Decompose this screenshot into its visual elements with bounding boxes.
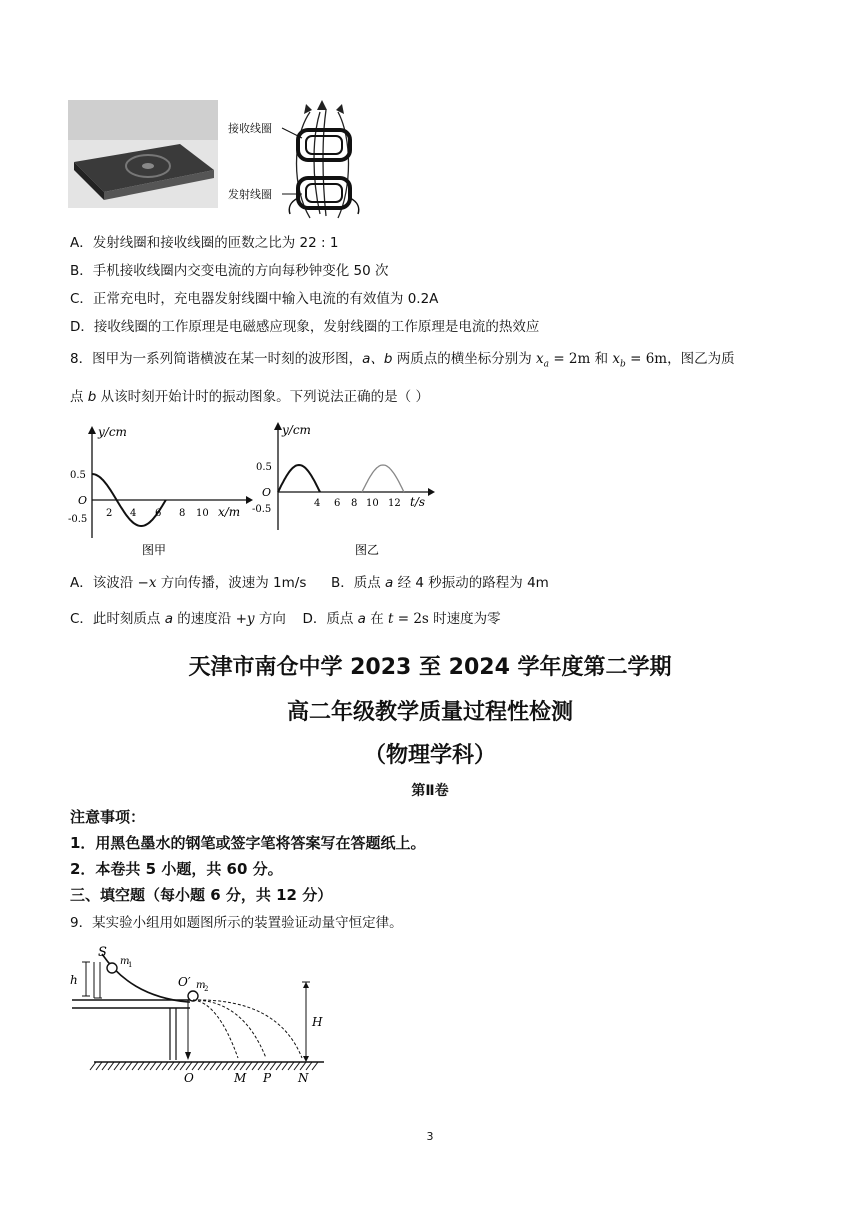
hatch-line <box>132 1062 138 1070</box>
yi-xtick-4: 4 <box>314 498 321 509</box>
hatch-line <box>138 1062 144 1070</box>
yi-ylabel: y/cm <box>282 423 311 437</box>
exam-title-subject: （物理学科） <box>363 743 496 768</box>
yi-xtick-6: 6 <box>334 498 341 509</box>
q9-stem: 9．某实验小组用如题图所示的装置验证动量守恒定律。 <box>70 915 403 931</box>
yi-ytick-origin: O <box>262 486 272 499</box>
hatch-line <box>228 1062 234 1070</box>
transmit-coil-label: 发射线圈 <box>228 188 272 201</box>
label-H: H <box>312 1015 323 1029</box>
coil-diagram <box>222 98 372 226</box>
yi-xlabel: t/s <box>410 495 426 509</box>
q7-option-a: A．发射线圈和接收线圈的匝数之比为 22 : 1 <box>70 235 339 251</box>
hatch-line <box>312 1062 318 1070</box>
hatch-line <box>276 1062 282 1070</box>
jia-xtick-4: 4 <box>130 508 137 519</box>
yi-curve-faint <box>362 465 404 492</box>
hatch-line <box>264 1062 270 1070</box>
hatch-line <box>204 1062 210 1070</box>
jia-ylabel: y/cm <box>98 425 127 439</box>
volume-label: 第Ⅱ卷 <box>411 783 449 799</box>
hatch-line <box>174 1062 180 1070</box>
yi-ytick-neg: -0.5 <box>252 504 272 515</box>
charger-photo <box>68 100 218 208</box>
hatch-line <box>258 1062 264 1070</box>
hatch-line <box>270 1062 276 1070</box>
hatch-line <box>216 1062 222 1070</box>
label-m2-sub: 2 <box>204 985 209 993</box>
notice-item-2: 2．本卷共 5 小题，共 60 分。 <box>70 860 283 878</box>
label-Oprime: O′ <box>178 975 191 989</box>
hatch-line <box>192 1062 198 1070</box>
hatch-line <box>120 1062 126 1070</box>
hatch-line <box>90 1062 96 1070</box>
label-P: P <box>263 1071 272 1085</box>
yi-caption: 图乙 <box>355 543 380 557</box>
section-three-heading: 三、填空题（每小题 6 分，共 12 分） <box>70 886 333 904</box>
label-m1: m <box>120 956 130 967</box>
jia-ytick-pos: 0.5 <box>70 470 86 481</box>
notice-item-1: 1．用黑色墨水的钢笔或签字笔将答案写在答题纸上。 <box>70 834 426 852</box>
q8-options-row1: A．该波沿 −x 方向传播，波速为 1m/s B．质点 a 经 4 秒振动的路程为 4m <box>70 575 549 591</box>
jia-xtick-6: 6 <box>155 508 162 519</box>
page-number: 3 <box>426 1130 434 1143</box>
label-m2: m <box>196 980 206 991</box>
hatch-line <box>306 1062 312 1070</box>
hatch-line <box>186 1062 192 1070</box>
hatch-line <box>168 1062 174 1070</box>
label-m1-sub: 1 <box>128 961 133 969</box>
jia-xlabel: x/m <box>218 505 241 519</box>
label-M: M <box>234 1071 247 1085</box>
label-S: S <box>98 945 107 960</box>
hatch-line <box>240 1062 246 1070</box>
hatch-line <box>246 1062 252 1070</box>
hatch-line <box>222 1062 228 1070</box>
yi-xtick-10: 10 <box>366 498 379 509</box>
yi-ytick-pos: 0.5 <box>256 462 272 473</box>
momentum-apparatus-diagram <box>68 940 338 1085</box>
hatch-line <box>102 1062 108 1070</box>
hatch-line <box>144 1062 150 1070</box>
yi-curve-solid <box>278 465 320 492</box>
label-N: N <box>298 1071 309 1085</box>
q7-option-b: B．手机接收线圈内交变电流的方向每秒钟变化 50 次 <box>70 263 389 279</box>
exam-title-grade: 高二年级教学质量过程性检测 <box>286 700 573 725</box>
hatch-line <box>126 1062 132 1070</box>
hatch-line <box>252 1062 258 1070</box>
notice-title: 注意事项： <box>70 808 146 826</box>
yi-xtick-12: 12 <box>388 498 401 509</box>
hatch-line <box>180 1062 186 1070</box>
jia-xtick-2: 2 <box>106 508 113 519</box>
hatch-line <box>300 1062 306 1070</box>
q7-option-d: D．接收线圈的工作原理是电磁感应现象，发射线圈的工作原理是电流的热效应 <box>70 319 540 335</box>
hatch-line <box>162 1062 168 1070</box>
vibration-chart-yi <box>250 420 440 560</box>
receive-coil-label: 接收线圈 <box>228 122 272 135</box>
hatch-line <box>114 1062 120 1070</box>
q8-options-row2: C．此时刻质点 a 的速度沿 +y 方向 D．质点 a 在 t = 2s 时速度为零 <box>70 611 501 627</box>
hatch-line <box>96 1062 102 1070</box>
hatch-line <box>294 1062 300 1070</box>
hatch-line <box>108 1062 114 1070</box>
q8-stem-line1: 8．图甲为一系列简谐横波在某一时刻的波形图，a、b 两质点的横坐标分别为 $x_a = 2m$ 和 $x_b = 6m$，图乙为质 <box>70 351 735 370</box>
jia-ytick-neg: -0.5 <box>68 514 88 525</box>
wave-chart-jia <box>68 420 253 560</box>
hatch-line <box>282 1062 288 1070</box>
q7-option-c: C．正常充电时，充电器发射线圈中输入电流的有效值为 0.2A <box>70 291 439 307</box>
hatch-line <box>288 1062 294 1070</box>
jia-xtick-8: 8 <box>179 508 186 519</box>
hatch-line <box>234 1062 240 1070</box>
jia-xtick-10: 10 <box>196 508 209 519</box>
jia-ytick-origin: O <box>78 494 88 507</box>
hatch-line <box>198 1062 204 1070</box>
exam-title-school: 天津市南仓中学 2023 至 2024 学年度第二学期 <box>188 655 672 680</box>
label-O: O <box>184 1071 194 1085</box>
hatch-line <box>156 1062 162 1070</box>
ground-hatching <box>90 1062 318 1070</box>
yi-xtick-8: 8 <box>351 498 358 509</box>
label-h: h <box>70 973 78 987</box>
jia-caption: 图甲 <box>142 543 167 557</box>
hatch-line <box>150 1062 156 1070</box>
q8-stem-line2: 点 b 从该时刻开始计时的振动图象。下列说法正确的是（ ） <box>70 389 429 405</box>
hatch-line <box>210 1062 216 1070</box>
